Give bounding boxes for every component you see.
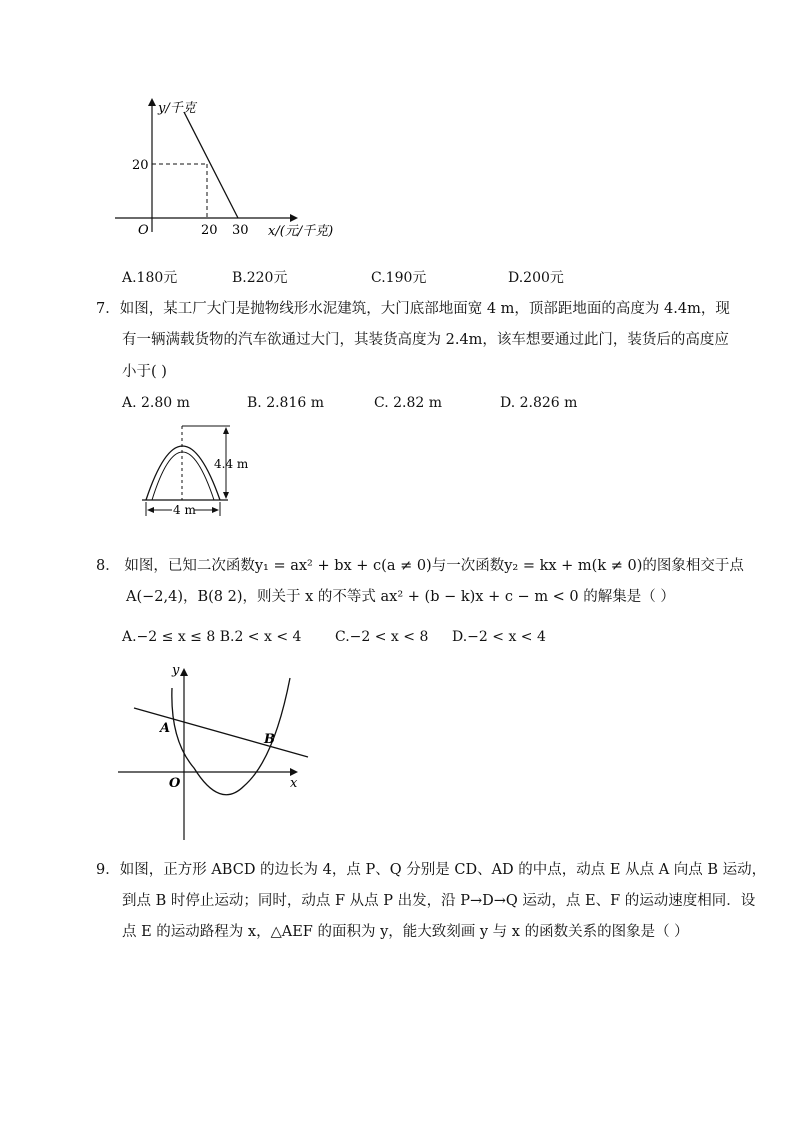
q7-line-2: 有一辆满载货物的汽车欲通过大门，其装货高度为 2.4m，该车想要通过此门，装货后的高度应: [122, 332, 729, 348]
q7-parabola-outer: [146, 446, 220, 500]
q6-line: [184, 112, 238, 218]
q6-tick-x30: 30: [232, 223, 249, 238]
q8-x-arrow: [290, 768, 298, 776]
q6-x-arrow: [290, 214, 298, 222]
q6-x-label: x/(元/千克): [268, 224, 334, 239]
q8-option-d: D.−2 < x < 4: [452, 629, 546, 645]
q9-line-2: 到点 B 时停止运动；同时，动点 F 从点 P 出发，沿 P→D→Q 运动，点 E、F 的运动速度相同．设: [122, 893, 756, 909]
q7-height-arrow-top: [223, 427, 229, 434]
q8-option-c: C.−2 < x < 8: [335, 629, 429, 645]
q9-line-1: 9．如图，正方形 ABCD 的边长为 4，点 P、Q 分别是 CD、AD 的中点，动点 E 从点 A 向点 B 运动，: [96, 862, 767, 878]
q6-option-d: D.200元: [508, 270, 564, 286]
q7-line-3: 小于( ): [122, 364, 167, 380]
q8-point-a: A: [160, 721, 171, 736]
q6-graph: [110, 92, 350, 242]
q6-option-c: C.190元: [371, 270, 427, 286]
q8-graph: [112, 660, 312, 845]
q7-line-1: 7．如图，某工厂大门是抛物线形水泥建筑，大门底部地面宽 4 m，顶部距地面的高度为 4.4m，现: [96, 301, 730, 317]
q7-option-d: D. 2.826 m: [500, 395, 578, 411]
q7-parabola-inner: [152, 452, 214, 500]
q6-y-label: y/千克: [158, 101, 196, 116]
q7-option-b: B. 2.816 m: [247, 395, 324, 411]
q9-line-3: 点 E 的运动路程为 x，△AEF 的面积为 y，能大致刻画 y 与 x 的函数关系的图象是（ ）: [122, 924, 689, 940]
q8-option-ab: A.−2 ≤ x ≤ 8 B.2 < x < 4: [122, 629, 302, 645]
q6-option-b: B.220元: [232, 270, 288, 286]
q7-height-arrow-bot: [223, 492, 229, 499]
q8-line-2: A(−2,4)，B(8 2)，则关于 x 的不等式 ax² + (b − k)x + c − m < 0 的解集是（ ）: [126, 589, 675, 605]
q7-width-arrow-left: [147, 507, 154, 513]
q6-tick-y20: 20: [132, 158, 149, 173]
q7-width-arrow-right: [212, 507, 219, 513]
q7-option-c: C. 2.82 m: [374, 395, 443, 411]
q6-tick-x20: 20: [201, 223, 218, 238]
q8-y-arrow: [180, 668, 188, 676]
q8-line-1: 8． 如图，已知二次函数y₁ = ax² + bx + c(a ≠ 0)与一次函数y₂ = kx + m(k ≠ 0)的图象相交于点: [96, 558, 744, 574]
q8-x-label: x: [290, 776, 298, 791]
q8-origin: O: [169, 776, 181, 791]
q7-option-a: A. 2.80 m: [122, 395, 190, 411]
q6-y-arrow: [148, 98, 156, 106]
q7-width-label: 4 m: [173, 503, 196, 517]
q8-y-label: y: [172, 663, 180, 678]
q6-origin: O: [138, 223, 149, 238]
q6-option-a: A.180元: [122, 270, 178, 286]
q7-height-label: 4.4 m: [214, 457, 249, 471]
q8-point-b: B: [264, 732, 275, 747]
q7-gate-figure: [138, 418, 258, 522]
